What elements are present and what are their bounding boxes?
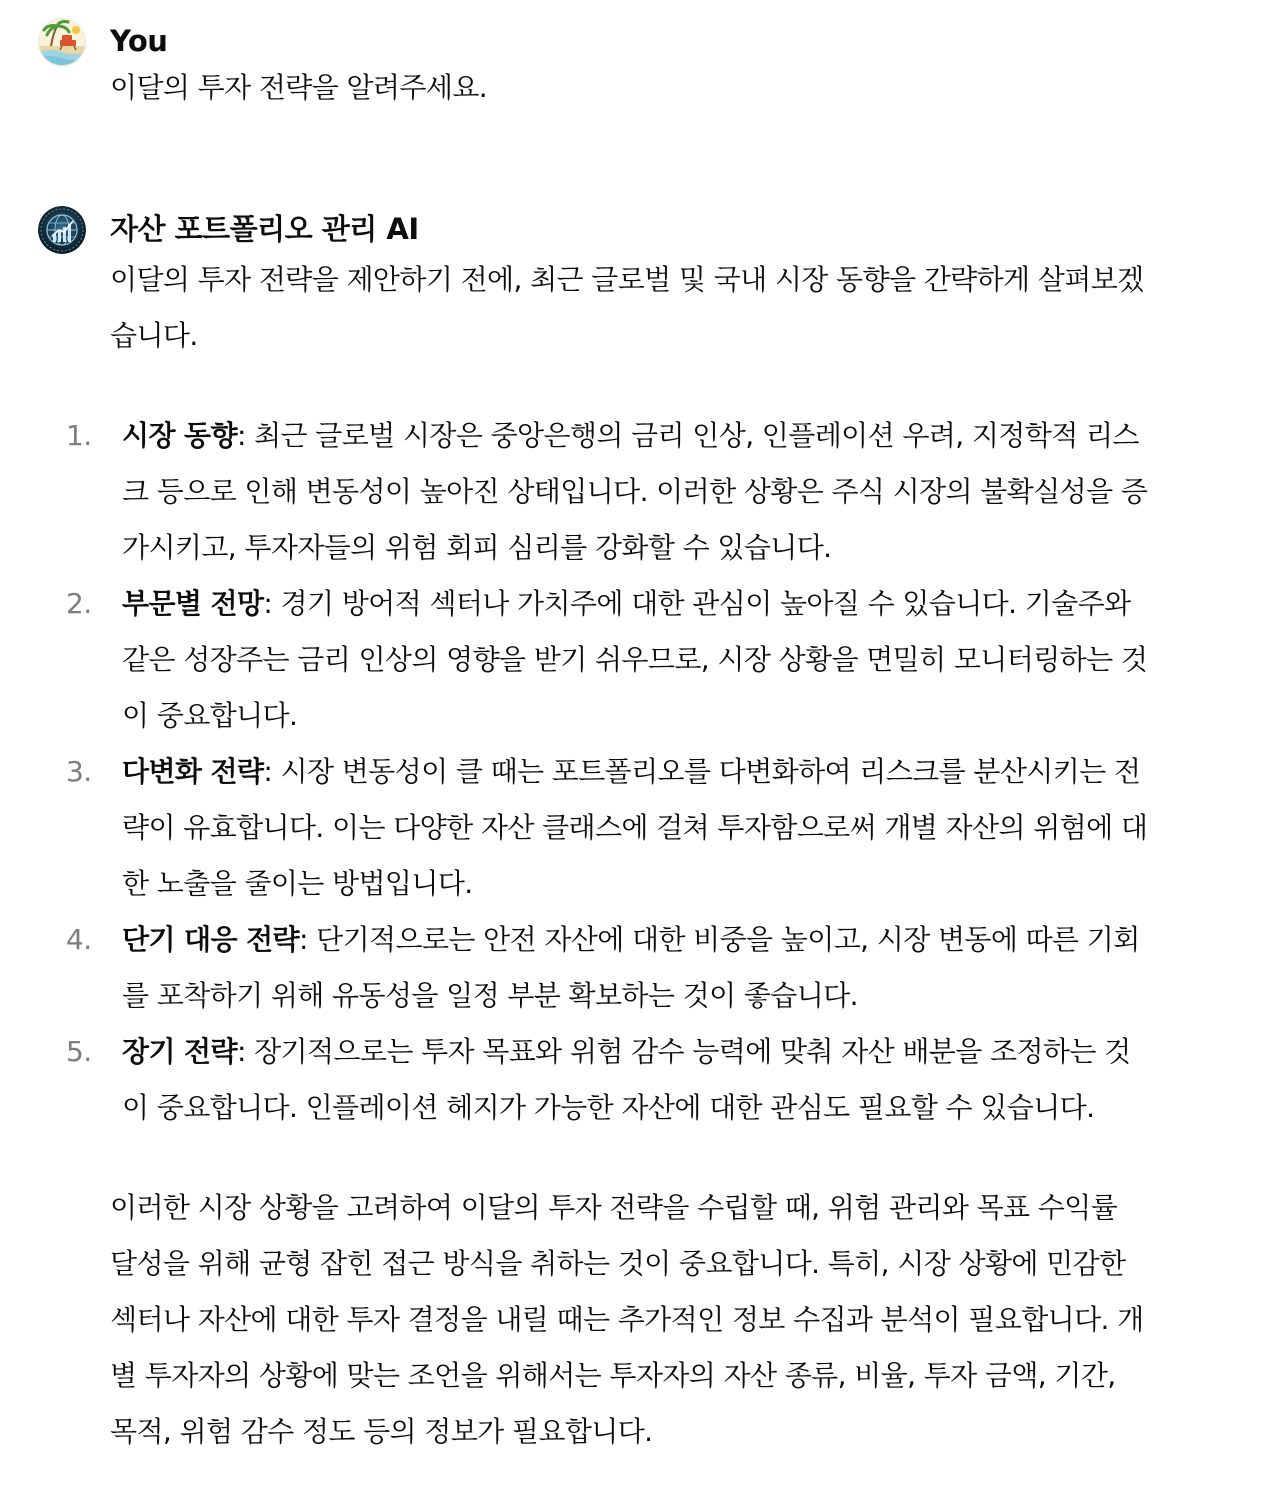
list-item-text: : 단기적으로는 안전 자산에 대한 비중을 높이고, 시장 변동에 따른 기회를 포착하기 위해 유동성을 일정 부분 확보하는 것이 좋습니다.: [122, 923, 1140, 1012]
assistant-message-body: [66, 252, 1150, 1460]
assistant-avatar-icon: [38, 206, 86, 254]
assistant-name: 자산 포트폴리오 관리 AI: [110, 212, 419, 246]
list-item-title: 부문별 전망: [122, 587, 264, 620]
list-number: 1.: [66, 419, 92, 452]
list-number: 5.: [66, 1035, 92, 1068]
list-item-title: 시장 동향: [122, 419, 237, 452]
user-name: You: [110, 24, 168, 58]
list-item: [66, 744, 1150, 912]
assistant-intro: 이달의 투자 전략을 제안하기 전에, 최근 글로벌 및 국내 시장 동향을 간략하게 살펴보겠습니다.: [110, 263, 1144, 352]
user-message-text: 이달의 투자 전략을 알려주세요.: [110, 71, 488, 104]
assistant-conclusion: 이러한 시장 상황을 고려하여 이달의 투자 전략을 수립할 때, 위험 관리와 목표 수익률 달성을 위해 균형 잡힌 접근 방식을 취하는 것이 중요합니다. 특히, 시장 상황에 민감한 섹터나 자산에 대한 투자 결정을 내릴 때는 추가적인 정보 수집과 분석이 필요합니다. 개별 투자자의 상황에 맞는 조언을 위해서는 투자자의 자산 종류, 비율, 투자 금액, 기간, 목적, 위험 감수 정도 등의 정보가 필요합니다.: [110, 1191, 1144, 1448]
list-item-title: 다변화 전략: [122, 755, 264, 788]
user-avatar-icon: [38, 18, 86, 66]
list-item-text: : 장기적으로는 투자 목표와 위험 감수 능력에 맞춰 자산 배분을 조정하는 것이 중요합니다. 인플레이션 헤지가 가능한 자산에 대한 관심도 필요할 수 있습니다.: [122, 1035, 1131, 1124]
list-item: [66, 408, 1150, 576]
list-number: 4.: [66, 923, 92, 956]
strategy-list: [66, 408, 1150, 1136]
list-item-title: 단기 대응 전략: [122, 923, 299, 956]
list-item-text: : 경기 방어적 섹터나 가치주에 대한 관심이 높아질 수 있습니다. 기술주와 같은 성장주는 금리 인상의 영향을 받기 쉬우므로, 시장 상황을 면밀히 모니터링하는 것이 중요합니다.: [122, 587, 1148, 732]
list-item-text: : 최근 글로벌 시장은 중앙은행의 금리 인상, 인플레이션 우려, 지정학적 리스크 등으로 인해 변동성이 높아진 상태입니다. 이러한 상황은 주식 시장의 불확실성을 증가시키고, 투자자들의 위험 회피 심리를 강화할 수 있습니다.: [122, 419, 1148, 564]
list-number: 2.: [66, 587, 92, 620]
list-item: [66, 576, 1150, 744]
list-item: [66, 912, 1150, 1024]
list-number: 3.: [66, 755, 92, 788]
list-item-title: 장기 전략: [122, 1035, 237, 1068]
list-item-text: : 시장 변동성이 클 때는 포트폴리오를 다변화하여 리스크를 분산시키는 전략이 유효합니다. 이는 다양한 자산 클래스에 걸쳐 투자함으로써 개별 자산의 위험에 대한 노출을 줄이는 방법입니다.: [122, 755, 1148, 900]
globe-finance-avatar-icon: [38, 206, 86, 254]
list-item: [66, 1024, 1150, 1136]
beach-chair-avatar-icon: [38, 18, 86, 66]
